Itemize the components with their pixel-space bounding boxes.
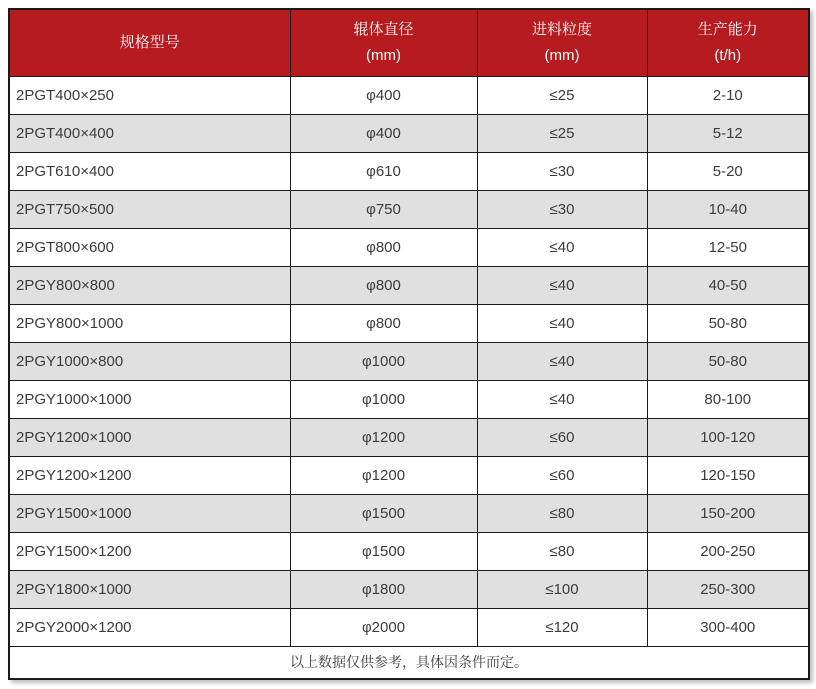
header-row bbox=[9, 9, 809, 76]
cell-capacity: 250-300 bbox=[647, 570, 809, 608]
table-row bbox=[9, 304, 809, 342]
cell-model: 2PGT610×400 bbox=[9, 152, 290, 190]
table-row bbox=[9, 114, 809, 152]
table-row bbox=[9, 380, 809, 418]
cell-feed-size: ≤80 bbox=[477, 532, 647, 570]
table-row bbox=[9, 266, 809, 304]
header-capacity-unit: (t/h) bbox=[714, 46, 742, 64]
cell-roller-diameter: φ400 bbox=[290, 76, 477, 114]
cell-roller-diameter: φ1000 bbox=[290, 380, 477, 418]
cell-model: 2PGT750×500 bbox=[9, 190, 290, 228]
cell-capacity: 150-200 bbox=[647, 494, 809, 532]
cell-roller-diameter: φ1500 bbox=[290, 532, 477, 570]
footer-row bbox=[9, 646, 809, 679]
cell-model: 2PGY1500×1200 bbox=[9, 532, 290, 570]
header-capacity-label: 生产能力 bbox=[697, 21, 758, 39]
header-feed-size bbox=[477, 9, 647, 76]
table-row bbox=[9, 342, 809, 380]
table-row bbox=[9, 418, 809, 456]
header-model-label: 规格型号 bbox=[119, 34, 180, 51]
table-row bbox=[9, 228, 809, 266]
table-row bbox=[9, 608, 809, 646]
cell-capacity: 100-120 bbox=[647, 418, 809, 456]
table-row bbox=[9, 494, 809, 532]
cell-feed-size: ≤60 bbox=[477, 418, 647, 456]
cell-capacity: 200-250 bbox=[647, 532, 809, 570]
cell-roller-diameter: φ800 bbox=[290, 266, 477, 304]
cell-roller-diameter: φ610 bbox=[290, 152, 477, 190]
cell-capacity: 40-50 bbox=[647, 266, 809, 304]
cell-feed-size: ≤40 bbox=[477, 266, 647, 304]
table-row bbox=[9, 152, 809, 190]
cell-feed-size: ≤80 bbox=[477, 494, 647, 532]
cell-roller-diameter: φ800 bbox=[290, 304, 477, 342]
cell-roller-diameter: φ1500 bbox=[290, 494, 477, 532]
cell-feed-size: ≤30 bbox=[477, 190, 647, 228]
cell-feed-size: ≤30 bbox=[477, 152, 647, 190]
cell-feed-size: ≤40 bbox=[477, 228, 647, 266]
cell-roller-diameter: φ1200 bbox=[290, 456, 477, 494]
table-row bbox=[9, 532, 809, 570]
cell-feed-size: ≤25 bbox=[477, 114, 647, 152]
cell-model: 2PGY1000×1000 bbox=[9, 380, 290, 418]
cell-feed-size: ≤40 bbox=[477, 380, 647, 418]
table-row bbox=[9, 570, 809, 608]
header-roller-diameter-unit: (mm) bbox=[366, 46, 401, 64]
cell-model: 2PGY1500×1000 bbox=[9, 494, 290, 532]
cell-capacity: 10-40 bbox=[647, 190, 809, 228]
cell-roller-diameter: φ750 bbox=[290, 190, 477, 228]
cell-capacity: 12-50 bbox=[647, 228, 809, 266]
cell-roller-diameter: φ1000 bbox=[290, 342, 477, 380]
cell-roller-diameter: φ400 bbox=[290, 114, 477, 152]
table-header bbox=[9, 9, 809, 76]
footer-note: 以上数据仅供参考，具体因条件而定。 bbox=[9, 646, 809, 679]
header-model bbox=[9, 9, 290, 76]
table-footer bbox=[9, 646, 809, 679]
cell-model: 2PGY800×1000 bbox=[9, 304, 290, 342]
cell-model: 2PGY2000×1200 bbox=[9, 608, 290, 646]
cell-capacity: 5-12 bbox=[647, 114, 809, 152]
header-capacity bbox=[647, 9, 809, 76]
table-row bbox=[9, 190, 809, 228]
cell-model: 2PGY800×800 bbox=[9, 266, 290, 304]
cell-feed-size: ≤120 bbox=[477, 608, 647, 646]
cell-model: 2PGT400×250 bbox=[9, 76, 290, 114]
header-feed-size-unit: (mm) bbox=[544, 46, 580, 64]
cell-feed-size: ≤40 bbox=[477, 342, 647, 380]
table-row bbox=[9, 76, 809, 114]
cell-model: 2PGY1000×800 bbox=[9, 342, 290, 380]
cell-feed-size: ≤25 bbox=[477, 76, 647, 114]
cell-model: 2PGT400×400 bbox=[9, 114, 290, 152]
cell-feed-size: ≤100 bbox=[477, 570, 647, 608]
header-roller-diameter-label: 辊体直径 bbox=[353, 21, 414, 39]
cell-roller-diameter: φ800 bbox=[290, 228, 477, 266]
cell-model: 2PGY1200×1200 bbox=[9, 456, 290, 494]
cell-capacity: 300-400 bbox=[647, 608, 809, 646]
cell-feed-size: ≤40 bbox=[477, 304, 647, 342]
header-feed-size-label: 进料粒度 bbox=[531, 21, 592, 39]
cell-capacity: 80-100 bbox=[647, 380, 809, 418]
cell-roller-diameter: φ1800 bbox=[290, 570, 477, 608]
cell-roller-diameter: φ2000 bbox=[290, 608, 477, 646]
cell-capacity: 50-80 bbox=[647, 304, 809, 342]
table-row bbox=[9, 456, 809, 494]
cell-roller-diameter: φ1200 bbox=[290, 418, 477, 456]
table-body bbox=[9, 76, 809, 646]
cell-feed-size: ≤60 bbox=[477, 456, 647, 494]
cell-capacity: 2-10 bbox=[647, 76, 809, 114]
cell-model: 2PGY1200×1000 bbox=[9, 418, 290, 456]
cell-model: 2PGY1800×1000 bbox=[9, 570, 290, 608]
cell-capacity: 50-80 bbox=[647, 342, 809, 380]
cell-capacity: 5-20 bbox=[647, 152, 809, 190]
header-roller-diameter bbox=[290, 9, 477, 76]
cell-capacity: 120-150 bbox=[647, 456, 809, 494]
cell-model: 2PGT800×600 bbox=[9, 228, 290, 266]
spec-table bbox=[8, 8, 810, 680]
